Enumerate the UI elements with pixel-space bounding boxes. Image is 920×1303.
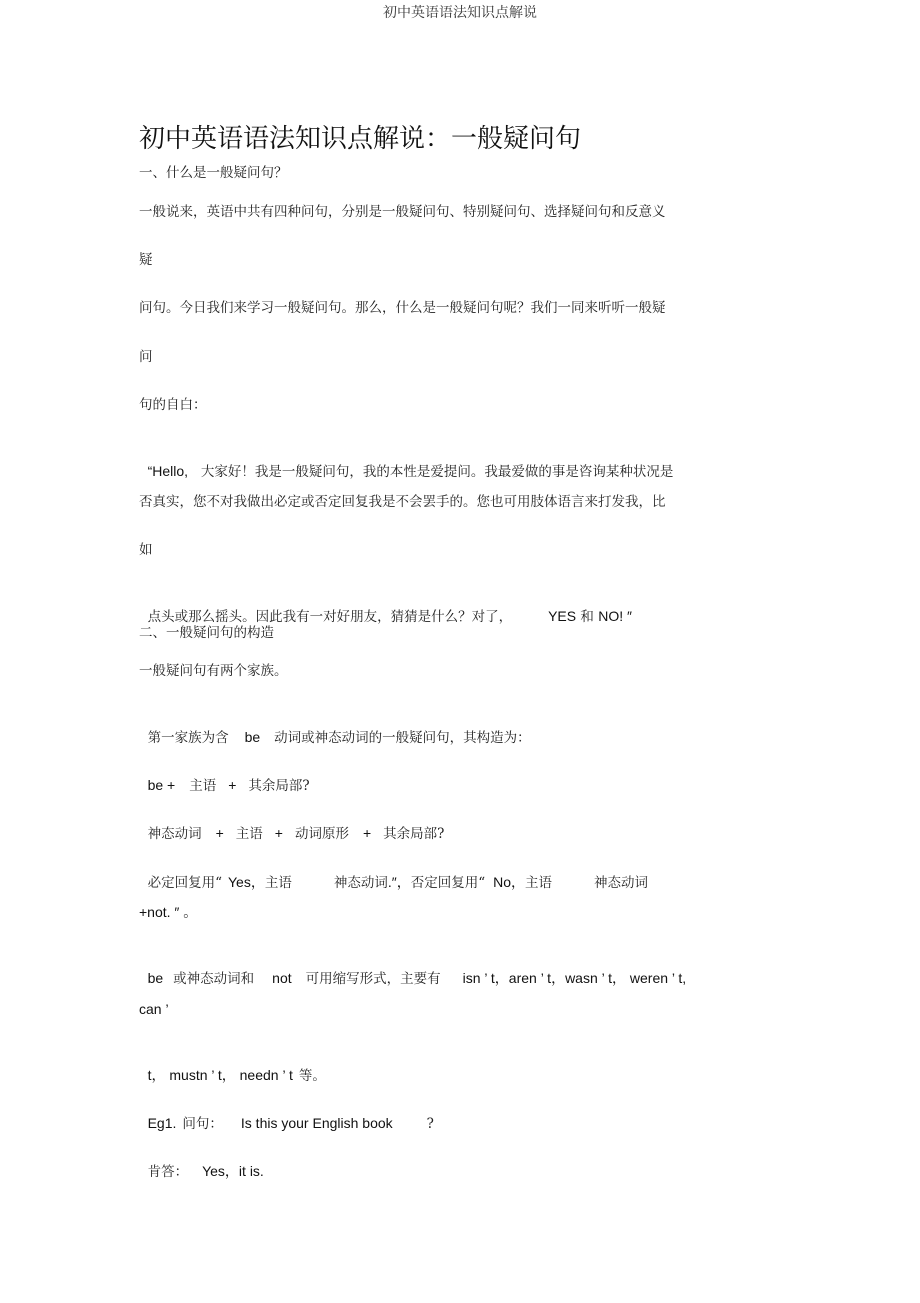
document-title: 初中英语语法知识点解说：一般疑问句 [139,124,582,154]
be-word: be [147,970,164,986]
running-header: 初中英语语法知识点解说 [383,5,537,21]
subject: 主语 [189,778,217,794]
paragraph-line: 问句。今日我们来学习一般疑问句。那么，什么是一般疑问句呢？我们一同来听听一般疑 [139,300,666,316]
contractions-line-3 [139,1048,326,1085]
quote-text: 大家好！我是一般疑问句，我的本性是爱提问。我最爱做的事是咨询某种状况是 [188,464,674,480]
text: 第一家族为含 [147,730,229,746]
text: 动词或神态动词的一般疑问句，其构造为： [274,730,531,746]
plus: + [228,777,237,793]
paragraph-line: 问 [139,349,153,365]
yes-word: Yes， [228,874,265,890]
quote-line-2: 否真实，您不对我做出必定或否定回复我是不会罢手的。您也可用肢体语言来打发我，比 [139,494,666,510]
paragraph-line: 一般疑问句有两个家族。 [139,663,288,679]
paragraph-line: 句的自白： [139,397,207,413]
answer-label: 肯答： [147,1164,189,1180]
yes-word: YES [548,608,577,624]
plus: + [362,825,372,841]
paragraph-line: 一般说来，英语中共有四种问句，分别是一般疑问句、特别疑问句、选择疑问句和反意义 [139,204,666,220]
contraction-list: t， mustn ’ t， needn ’ t [147,1067,293,1083]
answer-text: Yes，it is. [202,1163,264,1179]
rest: 其余局部? [248,778,310,794]
section1-heading: 一、什么是一般疑问句？ [139,165,288,181]
subject: 主语 [235,826,263,842]
question-text: Is this your English book [240,1115,393,1131]
contraction-list: isn ’ t，aren ’ t，wasn ’ t， weren ’ t, [462,970,687,986]
modal: 神态动词 [594,875,649,891]
subject: 主语 [264,875,292,891]
text: 必定回复用“ [147,875,222,891]
be-word: be [244,729,261,745]
plus: + [215,825,224,841]
contractions-line-1 [139,951,686,988]
no-word: NO! ″ [598,608,632,624]
family1-line [139,710,531,747]
question-label: 问句： [182,1116,223,1132]
section2-heading: 二、一般疑问句的构造 [139,625,274,641]
quote-line-4 [139,589,632,626]
text: 否定回复用“ [410,875,486,891]
modal: 神态动词 [333,875,388,891]
modal: 神态动词 [147,826,202,842]
contractions-line-2: can ’ [139,1001,169,1017]
and-word: 和 [576,609,599,625]
rest: 其余局部? [383,826,445,842]
text: .″， [387,874,411,890]
example-label: Eg1. [147,1115,177,1131]
text: 等。 [298,1068,326,1084]
no-word: No， [493,874,526,890]
quote-hello: “Hello, [147,463,189,479]
text: 或神态动词和 [173,971,255,987]
base-verb: 动词原形 [294,826,349,842]
formula-modal [139,806,444,843]
quote-line-1 [139,444,673,481]
example1-question [139,1096,434,1133]
text: 可用缩写形式，主要有 [305,971,441,987]
formula-be [139,758,310,795]
question-mark: ? [426,1116,434,1132]
quote-text: 点头或那么摇头。因此我有一对好朋友，猜猜是什么？对了， [147,609,513,625]
plus: + [274,825,283,841]
paragraph-line: 疑 [139,252,153,268]
quote-line-3: 如 [139,542,153,558]
answers-line [139,855,648,892]
be-plus: be + [147,777,176,793]
example1-answer [139,1144,264,1181]
subject: 主语 [525,875,553,891]
answers-line-tail: +not. ″ 。 [139,904,198,920]
not-word: not [272,970,292,986]
